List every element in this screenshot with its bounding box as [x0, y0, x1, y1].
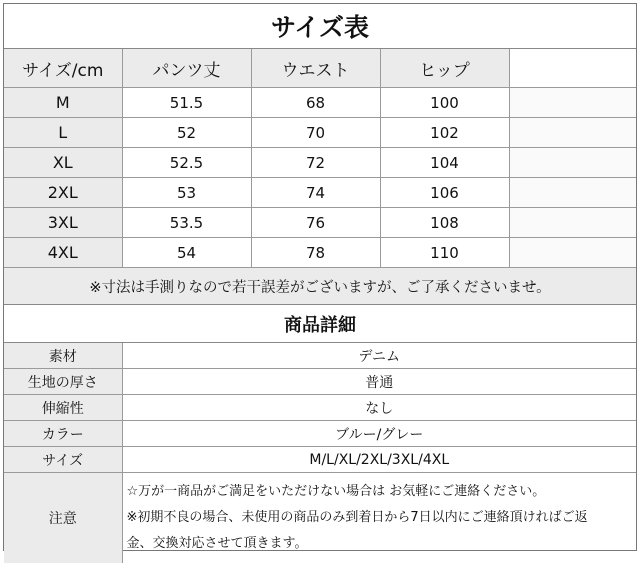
length-cell: 51.5 — [122, 88, 251, 118]
detail-label: 素材 — [4, 343, 122, 369]
size-label: 4XL — [4, 238, 122, 268]
table-row — [4, 178, 636, 208]
table-row — [4, 208, 636, 238]
blank-cell — [509, 148, 636, 178]
detail-row-size — [4, 447, 636, 473]
details-table — [4, 343, 636, 563]
waist-cell: 70 — [251, 118, 380, 148]
header-blank-cell — [509, 49, 636, 88]
size-table-header-row — [4, 49, 636, 88]
detail-row-material — [4, 343, 636, 369]
notice-line: ※初期不良の場合、未使用の商品のみ到着日から7日以内にご連絡頂ければご返 — [127, 505, 631, 531]
detail-row-stretch — [4, 395, 636, 421]
detail-value: ブルー/グレー — [122, 421, 636, 447]
waist-cell: 78 — [251, 238, 380, 268]
size-label: XL — [4, 148, 122, 178]
hip-cell: 110 — [380, 238, 509, 268]
hip-cell: 100 — [380, 88, 509, 118]
length-cell: 53.5 — [122, 208, 251, 238]
hip-cell: 106 — [380, 178, 509, 208]
detail-label: 生地の厚さ — [4, 369, 122, 395]
size-label: 2XL — [4, 178, 122, 208]
size-label: M — [4, 88, 122, 118]
notice-line: 金、交換対応させて頂きます。 — [127, 531, 631, 557]
hip-cell: 104 — [380, 148, 509, 178]
length-cell: 52 — [122, 118, 251, 148]
blank-cell — [509, 238, 636, 268]
waist-cell: 68 — [251, 88, 380, 118]
table-row — [4, 238, 636, 268]
length-cell: 54 — [122, 238, 251, 268]
table-row — [4, 148, 636, 178]
blank-cell — [509, 88, 636, 118]
hip-cell: 102 — [380, 118, 509, 148]
hip-cell: 108 — [380, 208, 509, 238]
size-chart-title: サイズ表 — [4, 4, 636, 49]
blank-cell — [509, 178, 636, 208]
header-size: サイズ/cm — [4, 49, 122, 88]
detail-row-notice — [4, 473, 636, 563]
header-hip: ヒップ — [380, 49, 509, 88]
detail-label: 伸縮性 — [4, 395, 122, 421]
table-row — [4, 88, 636, 118]
size-table — [4, 49, 636, 268]
header-length: パンツ丈 — [122, 49, 251, 88]
waist-cell: 74 — [251, 178, 380, 208]
detail-row-thickness — [4, 369, 636, 395]
detail-row-color — [4, 421, 636, 447]
waist-cell: 76 — [251, 208, 380, 238]
blank-cell — [509, 208, 636, 238]
measurement-note: ※寸法は手測りなので若干誤差がございますが、ご了承くださいませ。 — [4, 268, 636, 305]
table-row — [4, 118, 636, 148]
detail-value: 普通 — [122, 369, 636, 395]
notice-text — [122, 473, 636, 563]
size-label: L — [4, 118, 122, 148]
details-title: 商品詳細 — [4, 305, 636, 343]
header-waist: ウエスト — [251, 49, 380, 88]
detail-value: M/L/XL/2XL/3XL/4XL — [122, 447, 636, 473]
notice-line: ☆万が一商品がご満足をいただけない場合は お気軽にご連絡ください。 — [127, 479, 631, 505]
size-chart-sheet — [3, 3, 637, 551]
detail-value: デニム — [122, 343, 636, 369]
notice-label: 注意 — [4, 473, 122, 563]
size-label: 3XL — [4, 208, 122, 238]
length-cell: 53 — [122, 178, 251, 208]
length-cell: 52.5 — [122, 148, 251, 178]
detail-label: サイズ — [4, 447, 122, 473]
waist-cell: 72 — [251, 148, 380, 178]
blank-cell — [509, 118, 636, 148]
detail-value: なし — [122, 395, 636, 421]
detail-label: カラー — [4, 421, 122, 447]
